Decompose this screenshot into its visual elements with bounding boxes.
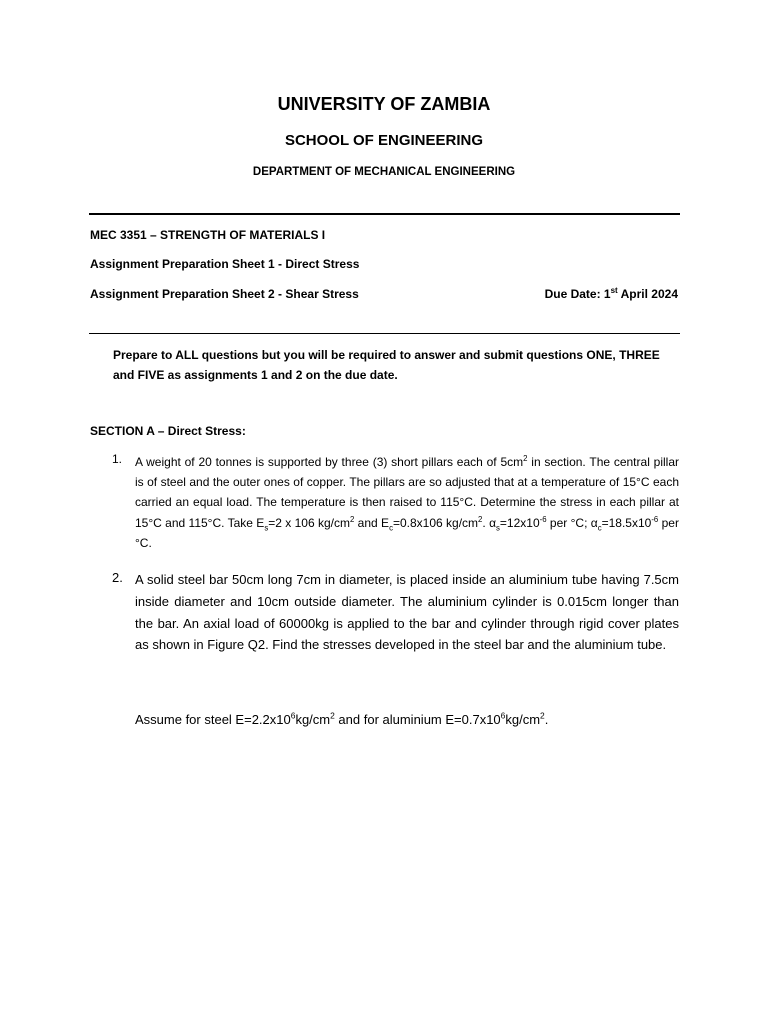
- question-2-text: A solid steel bar 50cm long 7cm in diameter, is placed inside an aluminium tube having 7.5cm inside diameter and 10cm outside diameter. The aluminium cylinder is 0.015cm longer than the bar. An axial load of 60000kg is applied to the bar and cylinder through rigid cover plates as shown in Figure Q2. Find the stresses developed in the steel bar and the aluminium tube.: [135, 572, 679, 653]
- course-title: MEC 3351 – STRENGTH OF MATERIALS I: [90, 228, 326, 242]
- question-2-number: 2.: [112, 570, 123, 585]
- school-title: SCHOOL OF ENGINEERING: [284, 132, 484, 149]
- sheet1-title: Assignment Preparation Sheet 1 - Direct Stress: [90, 257, 360, 271]
- university-title: UNIVERSITY OF ZAMBIA: [277, 94, 491, 114]
- question-1-text: A weight of 20 tonnes is supported by three (3) short pillars each of $5cm^2$ in section. The central pillar is of steel and the outer ones of copper. The pillars are so adjusted that at a temperature of 15°C each carried an equal load. The temperature is then raised to 115°C. Determine the stress in each pillar at 15°C and 115°C. Take $E_s=2$ x 106 $kg/cm^2$ and $E_c=0.8x106$ $kg/cm^2$. $\alpha_s=12x10^{-6}$ per °C; $\alpha_c=18.5x10^{-6}$ per °C.: [135, 454, 680, 550]
- section-a-title: SECTION A – Direct Stress:: [90, 424, 246, 438]
- department-title: DEPARTMENT OF MECHANICAL ENGINEERING: [252, 166, 516, 178]
- bottom-divider: [89, 333, 680, 334]
- question-2-assumption: Assume for steel $E=2.2x10^6kg/cm^2$ and for aluminium $E=0.7x10^6kg/cm^2$.: [135, 710, 549, 727]
- sheet2-title: Assignment Preparation Sheet 2 - Shear Stress: [90, 287, 359, 301]
- instructions: Prepare to ALL questions but you will be required to answer and submit questions ONE, THREE and FIVE as assignments 1 and 2 on the due date.: [113, 348, 660, 382]
- top-divider: [89, 213, 680, 215]
- due-date: Due Date: 1st April 2024: [544, 286, 678, 301]
- question-1-number: 1.: [112, 452, 123, 466]
